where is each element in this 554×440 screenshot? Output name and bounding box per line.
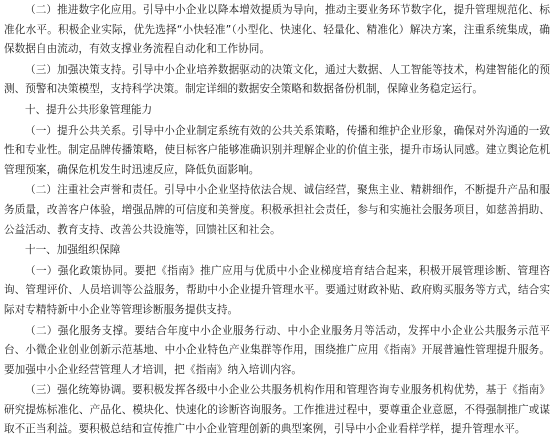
section-heading-public-image: 十、提升公共形象管理能力 xyxy=(25,103,153,116)
paragraph-digital-application: （二）推进数字化应用。引导中小企业以降本增效提质为导向，推动主要业务环节数字化，提升管理规范化、标准化水平。积极企业实际，优先选择“小快轻准”（小型化、快速化、轻量化、精准化）解决方案，注重系统集成，确保数据自由流动，有效支撑业务流程自动化和工作协同。 xyxy=(4,4,550,56)
paragraph-policy-coordination: （一）强化政策协同。要把《指南》推广应用与优质中小企业梯度培育结合起来，积极开展管理诊断、管理咨询、管理评价、人员培训等公益服务，帮助中小企业提升管理水平。要通过财政补贴、政府购买服务等方式，结合实际对专精特新中小企业等管理诊断服务提供支持。 xyxy=(4,264,550,316)
paragraph-decision-support: （三）加强决策支持。引导中小企业培养数据驱动的决策文化，通过大数据、人工智能等技术，构建智能化的预测、预警和决策模型，支持科学决策。制定详细的数据安全策略和数据备份机制，保障业务稳定运行。 xyxy=(4,63,550,96)
section-heading-organizational-support: 十一、加强组织保障 xyxy=(25,244,121,257)
paragraph-service-support: （二）强化服务支撑。要结合年度中小企业服务行动、中小企业服务月等活动，发挥中小企业公共服务示范平台、小微企业创业创新示范基地、中小企业特色产业集群等作用，围绕推广应用《指南》开展普遍性管理提升服务。要加强中小企业经营管理人才培训，把《指南》纳入培训内容。 xyxy=(4,324,550,376)
paragraph-overall-coordination: （三）强化统筹协调。要积极发挥各级中小企业公共服务机构作用和管理咨询专业服务机构优势，基于《指南》研究提炼标准化、产品化、模块化、快速化的诊断咨询服务。工作推进过程中，要尊重企业意愿，不得强制推广或谋取不正当利益。要积极总结和宣传推广中小企业管理创新的典型案例，引导中小企业看样学样，提升管理水平。 xyxy=(4,384,550,436)
paragraph-public-relations: （一）提升公共关系。引导中小企业制定系统有效的公共关系策略，传播和维护企业形象，确保对外沟通的一致性和专业性。制定品牌传播策略，使目标客户能够准确识别并理解企业的价值主张，提升市场认同感。建立舆论危机管理预案，确保危机发生时迅速反应，降低负面影响。 xyxy=(4,124,550,176)
paragraph-social-responsibility: （二）注重社会声誉和责任。引导中小企业坚持依法合规、诚信经营，聚焦主业、精耕细作，不断提升产品和服务质量，改善客户体验，增强品牌的可信度和美誉度。积极承担社会责任，参与和实施社会服务项目，如慈善捐助、公益活动、教育支持、改善公共设施等，回馈社区和社会。 xyxy=(4,184,550,236)
